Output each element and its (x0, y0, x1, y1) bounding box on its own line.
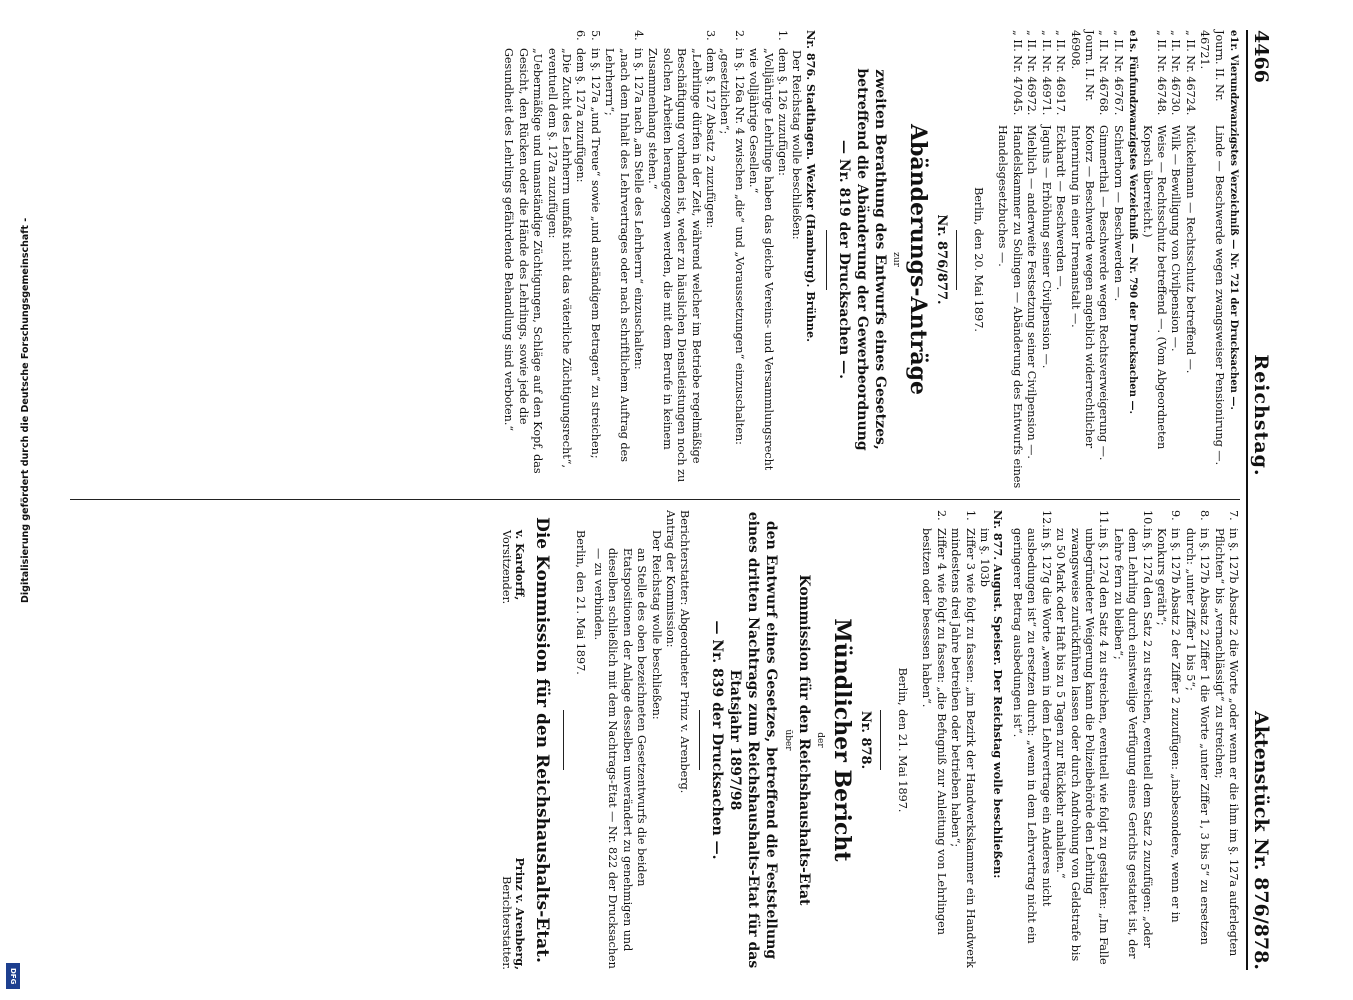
petition-text: Linde — Beschwerde wegen zwangsweiser Pensionirung —. (1212, 125, 1226, 466)
item-text: in §. 127b Absatz 2 Ziffer 1 die Worte „unter Ziffer 1, 3 bis 5“ zu ersetzen durch: „unter Ziffer 1 bis 5“; (1183, 528, 1212, 945)
petition-row (1067, 30, 1096, 489)
motion-heading: Nr. 877. August. Speiser. Der Reichstag wolle beschließen: (991, 510, 1006, 879)
section-subtitle: — Nr. 819 der Drucksachen —. (835, 140, 852, 379)
item-number: 1. (776, 30, 790, 41)
motion-items (1010, 510, 1241, 970)
dateline: Berlin, den 20. Mai 1897. (972, 187, 986, 332)
journal-number: „ II. Nr. 47045. (1010, 30, 1024, 116)
header-section: Reichstag. (1250, 354, 1272, 477)
item-text: in §. 127b Absatz 2 die Worte „oder wenn er die ihm im §. 127a auferlegten Pflichten“ bis „vernachlässigt“ zu streichen; (1212, 528, 1240, 957)
item-number (602, 30, 631, 48)
section-number: Nr. 878. (857, 710, 873, 770)
motion-item (775, 30, 789, 489)
petition-row (1053, 30, 1067, 489)
dateline: Berlin, den 21. Mai 1897. (896, 667, 910, 813)
item-number (501, 30, 544, 48)
section-title: e1r. Vierundzwanzigstes Verzeichniß — Nr. 721 der Drucksachen —. (1228, 30, 1239, 410)
motion-item (1154, 510, 1183, 970)
motion-item (573, 30, 587, 489)
item-number: 8. (1198, 510, 1212, 521)
item-text: in §. 126a Nr. 4 zwischen „die“ und „Voraussetzungen“ einzuschalten: „gesetzlichen“; (718, 48, 746, 445)
divider (956, 230, 957, 290)
petition-text: Mückelmann — Rechtsschutz betreffend —. (1183, 125, 1197, 374)
motion-item (746, 30, 775, 489)
journal-number: Journ. II. Nr. 46908. (1068, 30, 1096, 102)
motion-items (919, 510, 991, 970)
item-text: dem §. 127 Absatz 2 zuzufügen: (704, 48, 718, 229)
journal-number: „ II. Nr. 46748. (1154, 30, 1168, 116)
petition-text: Jaguhs — Erhöhung seiner Civilpension —. (1039, 125, 1053, 369)
motion-item (1182, 510, 1211, 970)
item-number: 7. (1227, 510, 1240, 521)
item-text: „nach dem Inhalt des Lehrvertrages oder nach schriftlichem Auftrag des Lehrherrn“; (603, 48, 631, 463)
item-text: eventuell dem §. 127a zuzufügen: (545, 48, 559, 239)
section-subtitle: Kommission für den Reichshaushalts-Etat (795, 574, 812, 906)
item-number: 9. (1169, 510, 1183, 521)
antrag-text: an Stelle des oben bezeichneten Gesetzentwurfs die beiden Etatspositionen der Anlage desselben unverändert zu genehmigen und dieselben schließlich mit dem Nachtrags-Etat — Nr. 822 der Drucksachen — zu verbinden. (592, 548, 649, 969)
item-text: „Die Zucht des Lehrherrn umfaßt nicht das väterliche Züchtigungsrecht“, (559, 48, 573, 469)
antrag-heading: Antrag der Kommission: (664, 510, 678, 648)
motion-item (948, 510, 977, 970)
section-number: Nr. 876/877. (933, 214, 949, 305)
header-title: Aktenstück Nr. 876/878. (1250, 711, 1272, 970)
motion-item (544, 30, 558, 489)
petition-text: Schierhorn — Beschwerden —. (1111, 125, 1125, 302)
petition-row (1096, 30, 1110, 489)
item-number: 2. (934, 510, 948, 521)
petition-text: Handelskammer zu Solingen — Abänderung des Entwurfs eines Handelsgesetzbuches —. (996, 125, 1024, 489)
left-column (70, 30, 1240, 500)
motion-item (501, 30, 544, 489)
motion-heading: Nr. 876. Stadthagen. Wezker (Hamburg). Brühne. (803, 30, 818, 343)
item-number: 3. (704, 30, 718, 41)
item-number (977, 510, 991, 528)
petition-text: Eckhardt — Beschwerden —. (1054, 125, 1068, 291)
petition-row (1110, 30, 1124, 489)
item-number (544, 30, 558, 48)
petition-row (1168, 30, 1182, 489)
item-text: in §. 127d den Satz 2 zu streichen, eventuell dem Satz 2 zuzufügen: „oder dem Lehrling durch einstweilige Verfügung eines Gerichts gestattet ist, der Lehre fern zu bleiben“; (1111, 528, 1154, 959)
journal-number: „ II. Nr. 46767. (1111, 30, 1125, 116)
motion-item (602, 30, 631, 489)
item-text: in §. 127d den Satz 4 zu streichen, eventuell wie folgt zu gestalten: „Im Falle unbegründeter Weigerung kann die Polizeibehörde den Lehrling zwangsweise zurückführen lassen oder durch Androhung von Geldstrafe bis zu 50 Mark oder Haft bis zu 5 Tagen zur Rückkehr anhalten.“ (1054, 528, 1111, 965)
digitization-credit (2, 0, 31, 1000)
petition-row (1197, 30, 1226, 489)
item-number: 1. (963, 510, 977, 521)
motion-intro: Der Reichstag wolle beschließen: (790, 50, 804, 240)
section-subtitle: den Entwurf eines Gesetzes, betreffend die Feststellung eines dritten Nachtrags zum Reichshaushalts-Etat für das Etatsjahr 1897/98 (727, 511, 780, 969)
item-text: in §. 127a nach „an Stelle des Lehrherrn“ einzuschalten: (632, 48, 645, 370)
journal-number: „ II. Nr. 46730. (1169, 30, 1183, 116)
credit-text: Digitalisierung gefördert durch die Deutsche Forschungsgemeinschaft - (20, 217, 31, 603)
motion-item (587, 30, 601, 489)
petition-list (995, 30, 1125, 489)
section-subtitle: — Nr. 839 der Drucksachen —. (709, 620, 726, 860)
item-number: 11. (1097, 510, 1111, 528)
item-text: in §. 127g die Worte „wenn in dem Lehrvertrage ein Anderes nicht ausbedungen ist“ zu ersetzen durch: „wenn in dem Lehrvertrag nicht ein geringerer Betrag ausbedungen ist“. (1010, 528, 1053, 944)
motion-item (1110, 510, 1153, 970)
signature-title: Die Kommission für den Reichshaushalts-Etat. (532, 517, 553, 963)
petition-text: Wilk — Bewilligung von Civilpension —. (1169, 125, 1183, 352)
section-heading: Abänderungs-Anträge (905, 123, 932, 395)
petition-row (1024, 30, 1038, 489)
item-number: 10. (1140, 510, 1154, 528)
page-number: 4466 (1250, 30, 1272, 83)
signature-block (498, 510, 527, 970)
petition-text: Gimmerthal — Beschwerde wegen Rechtsverweigerung —. (1097, 125, 1111, 461)
signature-name: Prinz v. Arenberg, (513, 857, 528, 970)
signature-name: v. Kardorff, (513, 530, 528, 601)
journal-number: „ II. Nr. 46917. (1054, 30, 1068, 116)
petition-text: Miehlich — anderweite Festsetzung seiner Civilpension —. (1025, 125, 1039, 459)
motion-item (977, 510, 991, 970)
right-column (70, 500, 1240, 970)
connector-word: der (815, 732, 826, 748)
antrag-intro: Der Reichstag wolle beschließen: (649, 530, 663, 720)
divider (826, 230, 827, 290)
item-number: 4. (632, 30, 645, 41)
petition-row (1182, 30, 1196, 489)
motion-item (631, 30, 645, 489)
petition-list (1139, 30, 1225, 489)
dfg-logo: DFG (6, 963, 20, 989)
item-number: 12. (1039, 510, 1053, 528)
motion-item (703, 30, 717, 489)
section-heading: Mündlicher Bericht (829, 618, 856, 862)
item-number: 5. (588, 30, 602, 41)
item-number: 2. (732, 30, 746, 41)
divider (563, 710, 564, 770)
motion-items (501, 30, 789, 489)
section-subtitle: zweiten Berathung des Entwurfs eines Gesetzes, betreffend die Abänderung der Gewerbeordnung (853, 68, 888, 451)
journal-number: „ II. Nr. 46972. (1025, 30, 1039, 116)
dateline: Berlin, den 21. Mai 1897. (573, 530, 587, 675)
divider (880, 710, 881, 770)
item-text: dem §. 127a zuzufügen: (574, 48, 588, 183)
item-number (559, 30, 573, 48)
item-number (746, 30, 775, 48)
item-text: Ziffer 4 wie folgt zu fassen: „die Befugniß zur Anleitung von Lehrlingen besitzen oder besessen haben“. (920, 528, 948, 935)
journal-number: Journ. II. Nr. 46721. (1198, 30, 1226, 102)
journal-number: „ II. Nr. 46768. (1097, 30, 1111, 116)
item-text: im §. 103b (978, 528, 992, 587)
section-title: e1s. Fünfundzwanzigstes Verzeichniß — Nr. 790 der Drucksachen —. (1127, 30, 1139, 414)
item-text: in §. 127a „und Treue“ sowie „und anständigem Betragen“ zu streichen; (588, 48, 602, 459)
petition-row (1038, 30, 1052, 489)
item-number (645, 30, 703, 48)
connector-word: zur (891, 252, 902, 267)
petition-text: Weise — Rechtsschutz betreffend —. (Vom Abgeordneten Kopsch überreicht.) (1140, 125, 1168, 450)
motion-item (1010, 510, 1053, 970)
petition-row (995, 30, 1024, 489)
page-header (1246, 30, 1272, 970)
motion-item (717, 30, 746, 489)
petition-row (1139, 30, 1168, 489)
connector-word: über (782, 729, 793, 751)
petition-text: Kotorz — Beschwerde wegen angeblich widerrechtlicher Internirung in einer Irrenanstalt —. (1068, 125, 1096, 449)
item-text: dem §. 126 zuzufügen: (776, 48, 790, 176)
item-text: „Volljährige Lehrlinge haben das gleiche Vereins- und Versammlungsrecht wie volljährige Gesellen.“ (747, 48, 775, 471)
journal-number: „ II. Nr. 46971. (1039, 30, 1053, 116)
motion-item (645, 30, 703, 489)
motion-item (1211, 510, 1240, 970)
signature-role: Berichterstatter. (499, 876, 513, 970)
item-text: Ziffer 3 wie folgt zu fassen: „im Bezirk der Handwerkskammer ein Handwerk mindestens drei Jahre betreiben oder betrieben haben“; (949, 528, 977, 968)
motion-item (919, 510, 948, 970)
divider (699, 710, 700, 770)
item-text: „Lehrlinge dürfen in der Zeit, während welcher im Betriebe regelmäßige Beschäftigung vorhanden ist, weder zu häuslichen Dienstleistungen noch zu solchen Arbeiten herangezogen werden, die mit dem Berufe in keinem Zusammenhang stehen.“ (646, 48, 703, 483)
item-number: 6. (574, 30, 588, 41)
journal-number: „ II. Nr. 46724. (1183, 30, 1197, 116)
motion-item (559, 30, 573, 489)
item-text: in §. 127b Absatz 2 der Ziffer 2 zuzufügen: „insbesondere, wenn er in Konkurs geräth“; (1154, 528, 1183, 923)
reporter-line: Berichterstatter: Abgeordneter Prinz v. Arenberg. (678, 510, 692, 794)
signature-role: Vorsitzender. (499, 530, 513, 605)
motion-item (1053, 510, 1111, 970)
item-text: „Uebermäßige und unanständige Züchtigungen, Schläge auf den Kopf, das Gesicht, den Rücken oder die Hände des Lehrlings, sowie jede die Gesundheit des Lehrlings gefährdende Behandlung sind verboten.“ (502, 48, 545, 474)
